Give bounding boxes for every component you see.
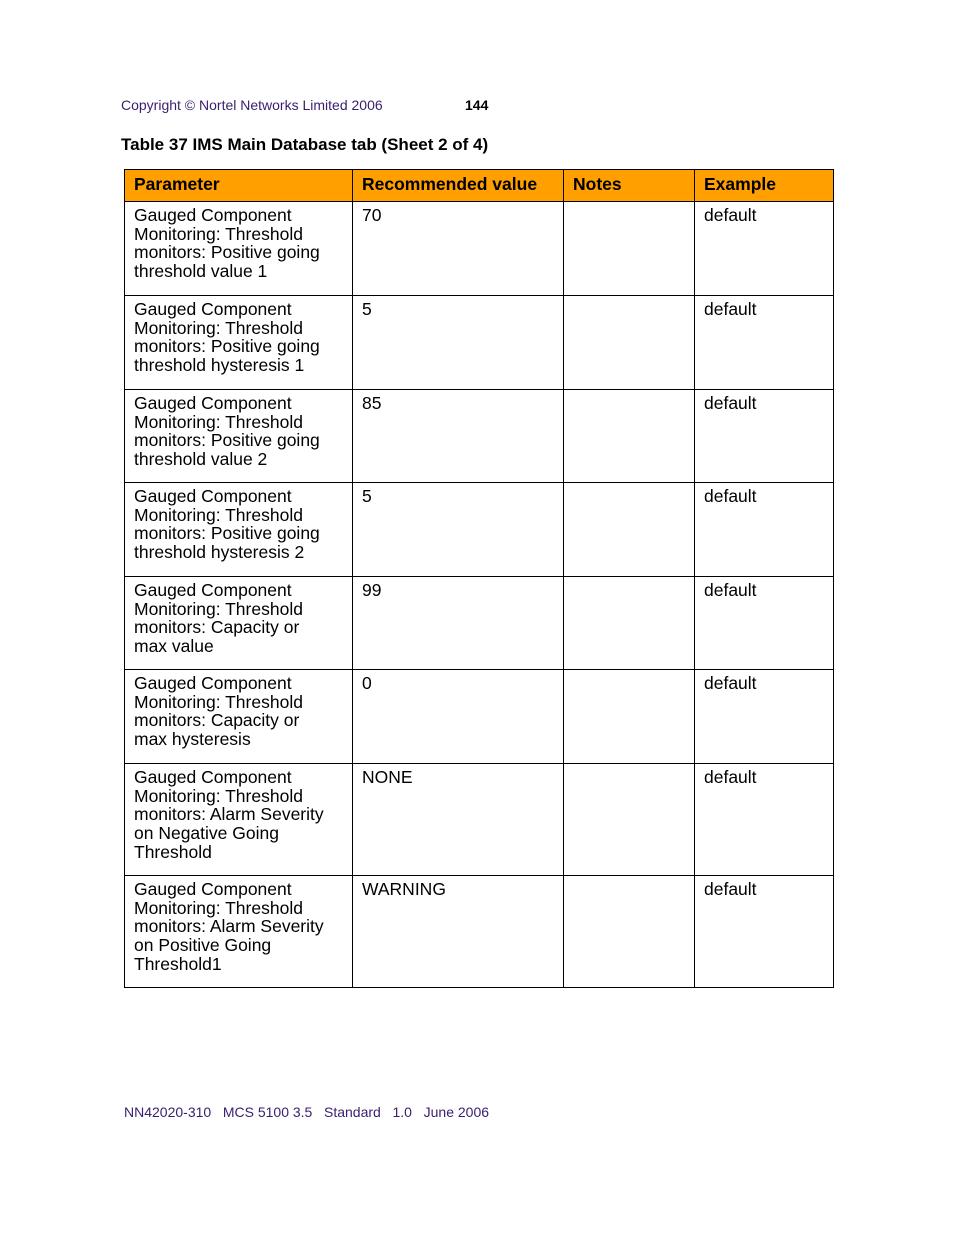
parameter-line: Monitoring: Threshold: [134, 317, 303, 338]
table-body: [125, 202, 834, 988]
parameter-line: monitors: Positive going: [134, 430, 320, 451]
cell-recommended-value: 0: [353, 670, 564, 764]
parameter-line: Threshold: [134, 841, 212, 862]
parameter-line: monitors: Positive going: [134, 523, 320, 544]
page-number: 144: [465, 97, 489, 113]
parameter-line: on Positive Going: [134, 935, 272, 956]
cell-parameter: [125, 670, 353, 764]
cell-recommended-value: WARNING: [353, 876, 564, 988]
parameter-line: Gauged Component: [134, 673, 292, 693]
parameter-line: Gauged Component: [134, 580, 292, 600]
cell-notes: [564, 577, 695, 670]
cell-recommended-value: 70: [353, 202, 564, 296]
parameter-line: threshold hysteresis 1: [134, 355, 305, 376]
parameters-table: [124, 169, 834, 988]
cell-example: default: [695, 876, 834, 988]
cell-parameter: [125, 202, 353, 296]
parameter-line: Gauged Component: [134, 879, 292, 899]
parameter-line: Monitoring: Threshold: [134, 785, 303, 806]
parameter-line: threshold value 1: [134, 261, 268, 282]
cell-recommended-value: NONE: [353, 764, 564, 876]
column-header-example: Example: [695, 170, 834, 202]
table-row: [125, 202, 834, 296]
table-row: [125, 764, 834, 876]
column-header-notes: Notes: [564, 170, 695, 202]
cell-notes: [564, 202, 695, 296]
table-row: [125, 483, 834, 577]
parameter-line: Threshold1: [134, 953, 222, 974]
parameter-line: Gauged Component: [134, 767, 292, 787]
cell-parameter: [125, 296, 353, 390]
table-row: [125, 390, 834, 483]
table-row: [125, 876, 834, 988]
parameter-line: monitors: Positive going: [134, 242, 320, 263]
cell-notes: [564, 764, 695, 876]
cell-parameter: [125, 483, 353, 577]
copyright-header: Copyright © Nortel Networks Limited 2006: [121, 97, 383, 113]
cell-recommended-value: 99: [353, 577, 564, 670]
cell-example: default: [695, 577, 834, 670]
cell-example: default: [695, 296, 834, 390]
parameter-line: Gauged Component: [134, 299, 292, 319]
parameter-line: Gauged Component: [134, 205, 292, 225]
cell-recommended-value: 5: [353, 483, 564, 577]
column-header-recommended-value: Recommended value: [353, 170, 564, 202]
table-row: [125, 577, 834, 670]
cell-recommended-value: 5: [353, 296, 564, 390]
parameter-line: max hysteresis: [134, 729, 251, 750]
parameter-line: Gauged Component: [134, 486, 292, 506]
parameter-line: Monitoring: Threshold: [134, 223, 303, 244]
parameter-line: Monitoring: Threshold: [134, 691, 303, 712]
cell-parameter: [125, 764, 353, 876]
parameter-line: Gauged Component: [134, 393, 292, 413]
parameter-line: Monitoring: Threshold: [134, 504, 303, 525]
cell-parameter: [125, 390, 353, 483]
parameter-line: max value: [134, 636, 214, 657]
cell-notes: [564, 670, 695, 764]
cell-example: default: [695, 202, 834, 296]
cell-notes: [564, 390, 695, 483]
cell-recommended-value: 85: [353, 390, 564, 483]
table-row: [125, 296, 834, 390]
parameter-line: Monitoring: Threshold: [134, 897, 303, 918]
parameter-line: threshold value 2: [134, 449, 268, 470]
footer: NN42020-310 MCS 5100 3.5 Standard 1.0 June 2006: [124, 1104, 490, 1120]
table-header-row: [125, 170, 834, 202]
cell-example: default: [695, 764, 834, 876]
parameter-line: monitors: Capacity or: [134, 710, 300, 731]
parameter-line: monitors: Alarm Severity: [134, 804, 324, 825]
table-row: [125, 670, 834, 764]
parameter-line: monitors: Positive going: [134, 336, 320, 357]
parameter-line: monitors: Alarm Severity: [134, 916, 324, 937]
cell-parameter: [125, 876, 353, 988]
column-header-parameter: Parameter: [125, 170, 353, 202]
parameter-line: Monitoring: Threshold: [134, 598, 303, 619]
cell-example: default: [695, 483, 834, 577]
cell-parameter: [125, 577, 353, 670]
cell-notes: [564, 483, 695, 577]
parameter-line: on Negative Going: [134, 823, 279, 844]
parameter-line: threshold hysteresis 2: [134, 542, 305, 563]
cell-example: default: [695, 670, 834, 764]
cell-example: default: [695, 390, 834, 483]
cell-notes: [564, 876, 695, 988]
parameter-line: monitors: Capacity or: [134, 617, 300, 638]
cell-notes: [564, 296, 695, 390]
table-title: Table 37 IMS Main Database tab (Sheet 2 of 4): [121, 135, 489, 154]
parameter-line: Monitoring: Threshold: [134, 411, 303, 432]
